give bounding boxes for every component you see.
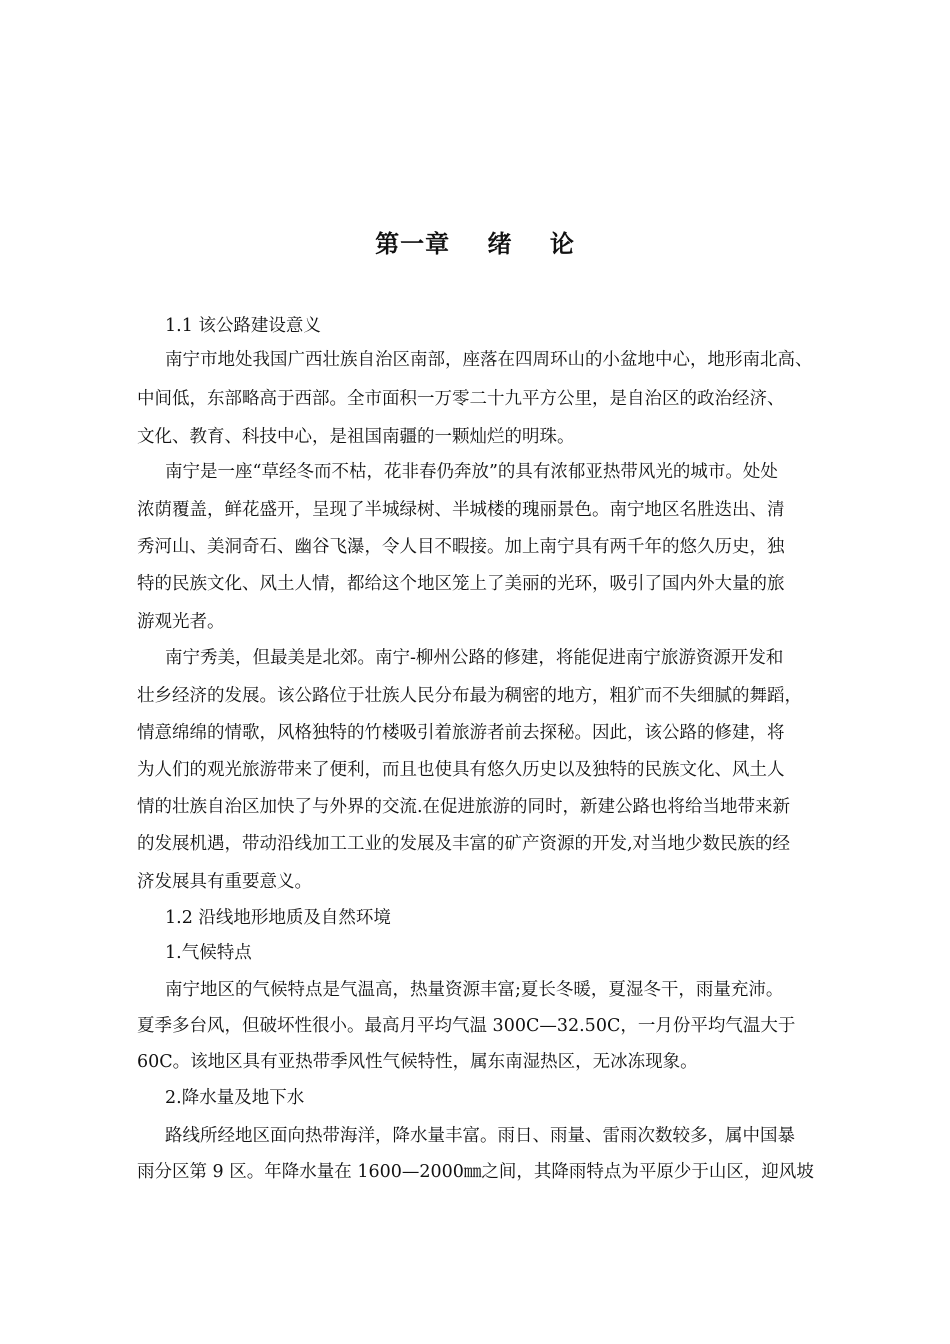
paragraph-line: 南宁市地处我国广西壮族自治区南部，座落在四周环山的小盆地中心，地形南北高、 [165,350,813,370]
paragraph-line: 南宁秀美，但最美是北郊。南宁-柳州公路的修建，将能促进南宁旅游资源开发和 [165,648,784,668]
paragraph-line: 中间低，东部略高于西部。全市面积一万零二十九平方公里，是自治区的政治经济、 [137,389,785,409]
chapter-title: 第一章 绪 论 [375,230,575,258]
paragraph-line: 的发展机遇，带动沿线加工工业的发展及丰富的矿产资源的开发,对当地少数民族的经 [137,834,791,854]
section-heading-1-2: 1.2 沿线地形地质及自然环境 [165,908,391,928]
paragraph-line: 特的民族文化、风土人情，都给这个地区笼上了美丽的光环，吸引了国内外大量的旅 [137,574,785,594]
paragraph-line: 雨分区第 9 区。年降水量在 1600—2000㎜之间，其降雨特点为平原少于山区，迎风坡 [137,1162,814,1182]
paragraph-line: 情的壮族自治区加快了与外界的交流.在促进旅游的同时，新建公路也将给当地带来新 [137,797,791,817]
paragraph-line: 路线所经地区面向热带海洋，降水量丰富。雨日、雨量、雷雨次数较多，属中国暴 [165,1126,795,1146]
paragraph-line: 浓荫覆盖，鲜花盛开，呈现了半城绿树、半城楼的瑰丽景色。南宁地区名胜迭出、清 [137,500,785,520]
subsection-heading: 1.气候特点 [165,943,252,963]
paragraph-line: 文化、教育、科技中心，是祖国南疆的一颗灿烂的明珠。 [137,427,575,447]
paragraph-line: 夏季多台风，但破坏性很小。最高月平均气温 300C—32.50C，一月份平均气温大于 [137,1016,796,1036]
paragraph-line: 南宁是一座“草经冬而不枯，花非春仍奔放”的具有浓郁亚热带风光的城市。处处 [165,462,778,482]
paragraph-line: 为人们的观光旅游带来了便利，而且也使具有悠久历史以及独特的民族文化、风土人 [137,760,785,780]
paragraph-line: 秀河山、美洞奇石、幽谷飞瀑，令人目不暇接。加上南宁具有两千年的悠久历史，独 [137,537,785,557]
paragraph-line: 60C。该地区具有亚热带季风性气候特性，属东南湿热区，无冰冻现象。 [137,1052,698,1072]
subsection-heading: 2.降水量及地下水 [165,1088,305,1108]
paragraph-line: 壮乡经济的发展。该公路位于壮族人民分布最为稠密的地方，粗犷而不失细腻的舞蹈， [137,686,802,706]
paragraph-line: 情意绵绵的情歌，风格独特的竹楼吸引着旅游者前去探秘。因此，该公路的修建，将 [137,723,785,743]
paragraph-line: 南宁地区的气候特点是气温高，热量资源丰富;夏长冬暖，夏湿冬干，雨量充沛。 [165,980,784,1000]
paragraph-line: 济发展具有重要意义。 [137,872,312,892]
section-heading-1-1: 1.1 该公路建设意义 [165,316,321,336]
paragraph-line: 游观光者。 [137,612,225,632]
